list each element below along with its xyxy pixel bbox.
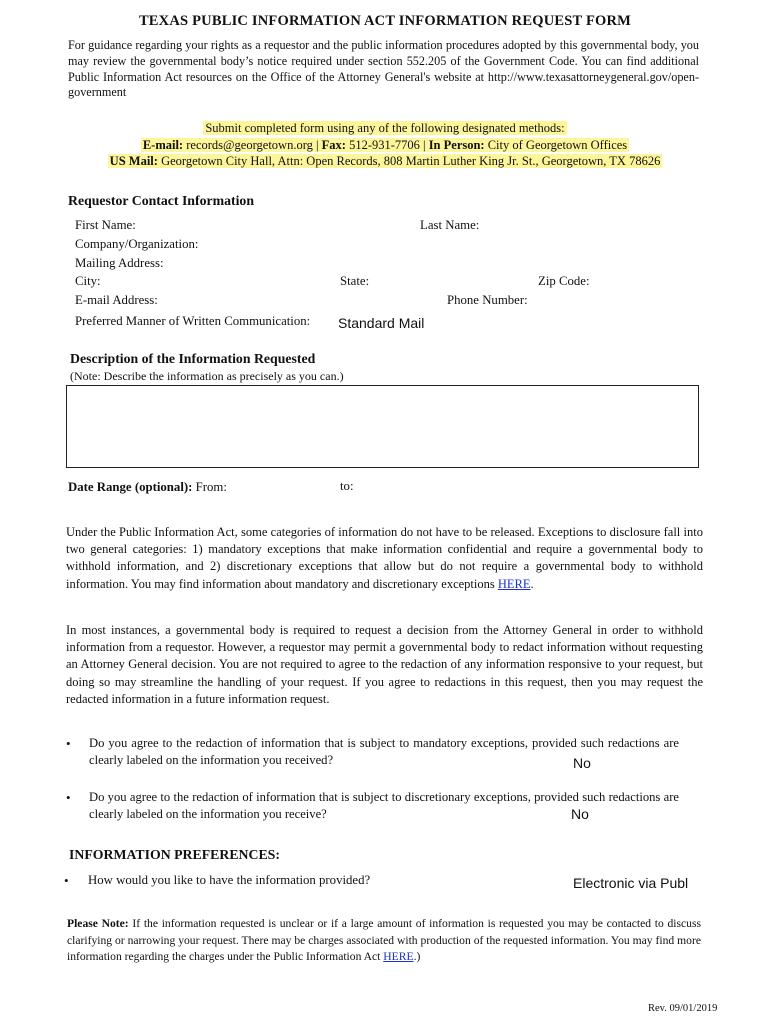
- date-range-label: Date Range (optional):: [68, 480, 193, 494]
- last-name-label: Last Name:: [420, 218, 480, 232]
- in-person-value: City of Georgetown Offices: [487, 137, 628, 152]
- date-from-label: From:: [195, 480, 227, 494]
- form-title: TEXAS PUBLIC INFORMATION ACT INFORMATION REQUEST FORM: [138, 13, 632, 29]
- submit-methods: [0, 120, 770, 170]
- bullet-3: •: [64, 873, 69, 888]
- delivery-method-field[interactable]: Electronic via Publ: [573, 875, 689, 891]
- please-note-paragraph: [67, 916, 701, 966]
- email-label: E-mail:: [142, 137, 184, 152]
- question-mandatory: Do you agree to the redaction of information that is subject to mandatory exceptions, provided such redactions are clearly labeled on the information you received?: [89, 736, 679, 768]
- please-note-end: .): [413, 950, 421, 963]
- in-person-label: In Person:: [428, 137, 485, 152]
- date-to-label: to:: [340, 479, 354, 493]
- preferences-question: How would you like to have the information provided?: [88, 873, 371, 887]
- charges-here-link[interactable]: HERE: [383, 950, 414, 963]
- fax-label: Fax:: [321, 137, 346, 152]
- mailing-address-label: Mailing Address:: [75, 256, 164, 270]
- bullet-1: •: [66, 736, 71, 751]
- answer-discretionary-field[interactable]: No: [571, 806, 589, 822]
- company-label: Company/Organization:: [75, 237, 199, 251]
- preferred-communication-label: Preferred Manner of Written Communication:: [75, 314, 311, 328]
- please-note-text: If the information requested is unclear or if a large amount of information is requested you may be contacted to discuss clarifying or narrowing your request. There may be charges associated with production of the requested information. You may find more information regarding the charges under the Public Information Act: [67, 917, 701, 963]
- mail-label: US Mail:: [109, 154, 158, 168]
- phone-number-label: Phone Number:: [447, 293, 528, 307]
- description-heading: Description of the Information Requested: [70, 351, 316, 366]
- date-range-row: [68, 480, 227, 495]
- description-note: (Note: Describe the information as precisely as you can.): [70, 369, 344, 383]
- exceptions-paragraph: [66, 524, 703, 593]
- submit-line-2: [141, 138, 629, 152]
- zip-code-label: Zip Code:: [538, 274, 590, 288]
- separator: |: [423, 137, 426, 152]
- fax-value: 512-931-7706: [349, 137, 420, 152]
- submit-line-3: [108, 154, 663, 168]
- state-label: State:: [340, 274, 370, 288]
- first-name-label: First Name:: [75, 218, 136, 232]
- city-label: City:: [75, 274, 101, 288]
- submit-heading: Submit completed form using any of the following designated methods:: [205, 121, 565, 135]
- preferred-communication-field[interactable]: Standard Mail: [338, 315, 425, 331]
- question-discretionary: Do you agree to the redaction of information that is subject to discretionary exceptions, provided such redactions are clearly labeled on the information you receive?: [89, 790, 679, 822]
- revision-date: Rev. 09/01/2019: [648, 1003, 718, 1014]
- redaction-paragraph: In most instances, a governmental body is required to request a decision from the Attorney General in order to withhold information from a requestor. However, a requestor may permit a governmental body to redact information without requesting an Attorney General decision. You are not required to agree to the redaction of any information responsive to your request, but doing so may streamline the handling of your request. If you agree to redactions in this request, then you may request the redacted information in a future information request.: [66, 623, 703, 706]
- requestor-heading: Requestor Contact Information: [68, 193, 254, 208]
- mail-value: Georgetown City Hall, Attn: Open Records, 808 Martin Luther King Jr. St., Georgetown, TX 78626: [161, 154, 661, 168]
- exceptions-here-link[interactable]: HERE: [497, 576, 531, 591]
- exceptions-text: Under the Public Information Act, some categories of information do not have to be released. Exceptions to disclosure fall into two general categories: 1) mandatory exceptions that make information confidential and require a governmental body to withhold information, and 2) discretionary exceptions that allow but do not require a governmental body to withhold information. You may find information about mandatory and discretionary exceptions: [66, 525, 703, 591]
- email-value: records@georgetown.org: [186, 137, 313, 152]
- bullet-2: •: [66, 790, 71, 805]
- email-address-label: E-mail Address:: [75, 293, 158, 307]
- please-note-label: Please Note:: [67, 917, 129, 930]
- preferences-heading: INFORMATION PREFERENCES:: [69, 847, 280, 862]
- answer-mandatory-field[interactable]: No: [573, 755, 591, 771]
- exceptions-end: .: [530, 576, 534, 591]
- separator: |: [316, 137, 319, 152]
- description-textarea[interactable]: [66, 385, 699, 468]
- intro-paragraph: For guidance regarding your rights as a requestor and the public information procedures adopted by this governmental body, you may review the governmental body’s notice required under section 552.205 of the Government Code. You can find additional Public Information Act resources on the Office of the Attorney General's website at http://www.texasattorneygeneral.gov/open-government: [68, 38, 699, 100]
